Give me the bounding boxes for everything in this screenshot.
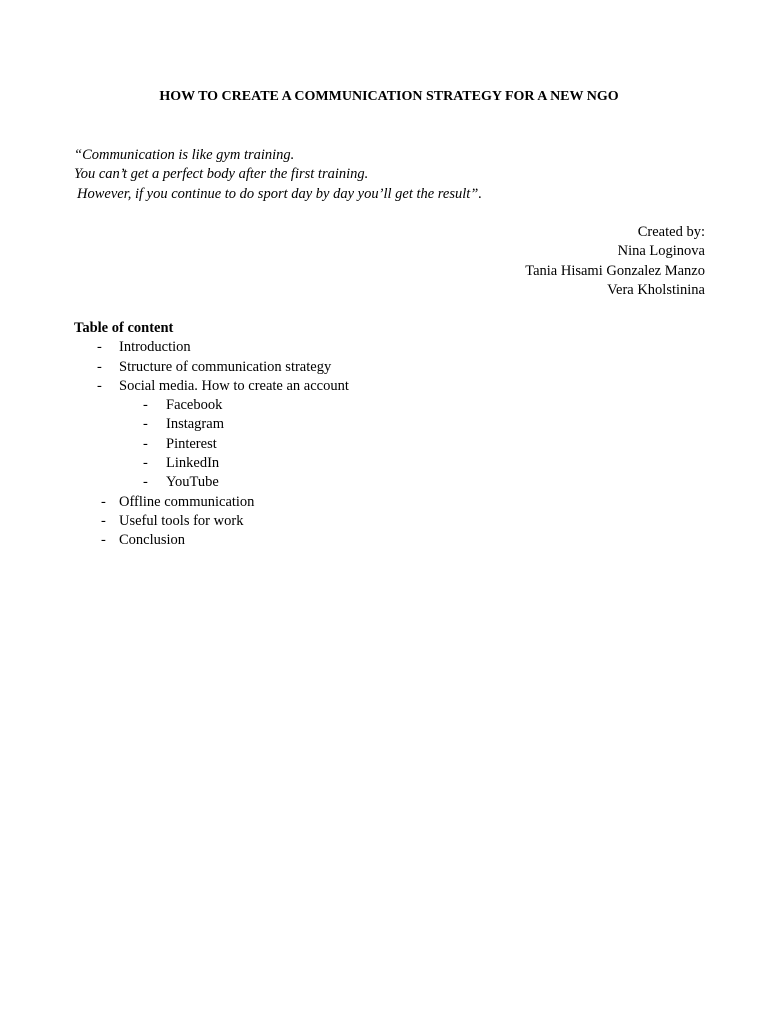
list-bullet: -: [101, 493, 106, 510]
list-bullet: -: [97, 358, 102, 375]
toc-subitem-label: Pinterest: [166, 435, 217, 452]
author-name: Nina Loginova: [617, 243, 705, 260]
toc-subitem: [74, 435, 217, 454]
toc-subitem-label: YouTube: [166, 474, 219, 491]
toc-item-label: Useful tools for work: [119, 512, 244, 529]
toc-item: [74, 531, 186, 550]
toc-item: [74, 358, 332, 377]
toc-subitem-label: Facebook: [166, 397, 223, 414]
list-bullet: -: [101, 512, 106, 529]
toc-item-label: Introduction: [119, 339, 191, 356]
list-bullet: -: [143, 455, 148, 472]
document-title: HOW TO CREATE A COMMUNICATION STRATEGY FOR A NEW NGO: [159, 89, 619, 104]
quote-line: “Communication is like gym training.: [74, 147, 295, 163]
toc-item-label: Conclusion: [119, 532, 186, 549]
list-bullet: -: [143, 397, 148, 414]
list-bullet: -: [97, 339, 102, 356]
list-bullet: -: [143, 435, 148, 452]
toc-item-label: Offline communication: [119, 493, 255, 510]
toc-item: [74, 338, 191, 357]
quote-line: However, if you continue to do sport day by day you’ll get the result”.: [77, 185, 482, 202]
toc-item-label: Structure of communication strategy: [119, 358, 332, 375]
toc-item: [74, 512, 244, 531]
created-by-label: Created by:: [637, 224, 705, 240]
list-bullet: -: [101, 532, 106, 549]
author-name: Tania Hisami Gonzalez Manzo: [525, 262, 705, 279]
toc-item: [74, 493, 255, 512]
toc-item-label: Social media. How to create an account: [119, 377, 349, 394]
toc-item: [74, 377, 349, 396]
author-name: Vera Kholstinina: [607, 281, 705, 298]
list-bullet: -: [143, 474, 148, 491]
list-bullet: -: [97, 377, 102, 394]
toc-subitem-label: LinkedIn: [166, 455, 220, 472]
toc-subitem: [74, 415, 224, 434]
toc-subitem-label: Instagram: [166, 416, 224, 433]
list-bullet: -: [143, 416, 148, 433]
authors-block: [525, 223, 705, 300]
quote-line: You can’t get a perfect body after the first training.: [74, 166, 369, 183]
table-of-contents: [74, 319, 349, 551]
toc-subitem: [74, 454, 220, 473]
toc-subitem: [74, 473, 219, 492]
toc-subitem: [74, 396, 223, 415]
epigraph-quote: [74, 146, 482, 204]
toc-heading: Table of content: [74, 320, 174, 336]
